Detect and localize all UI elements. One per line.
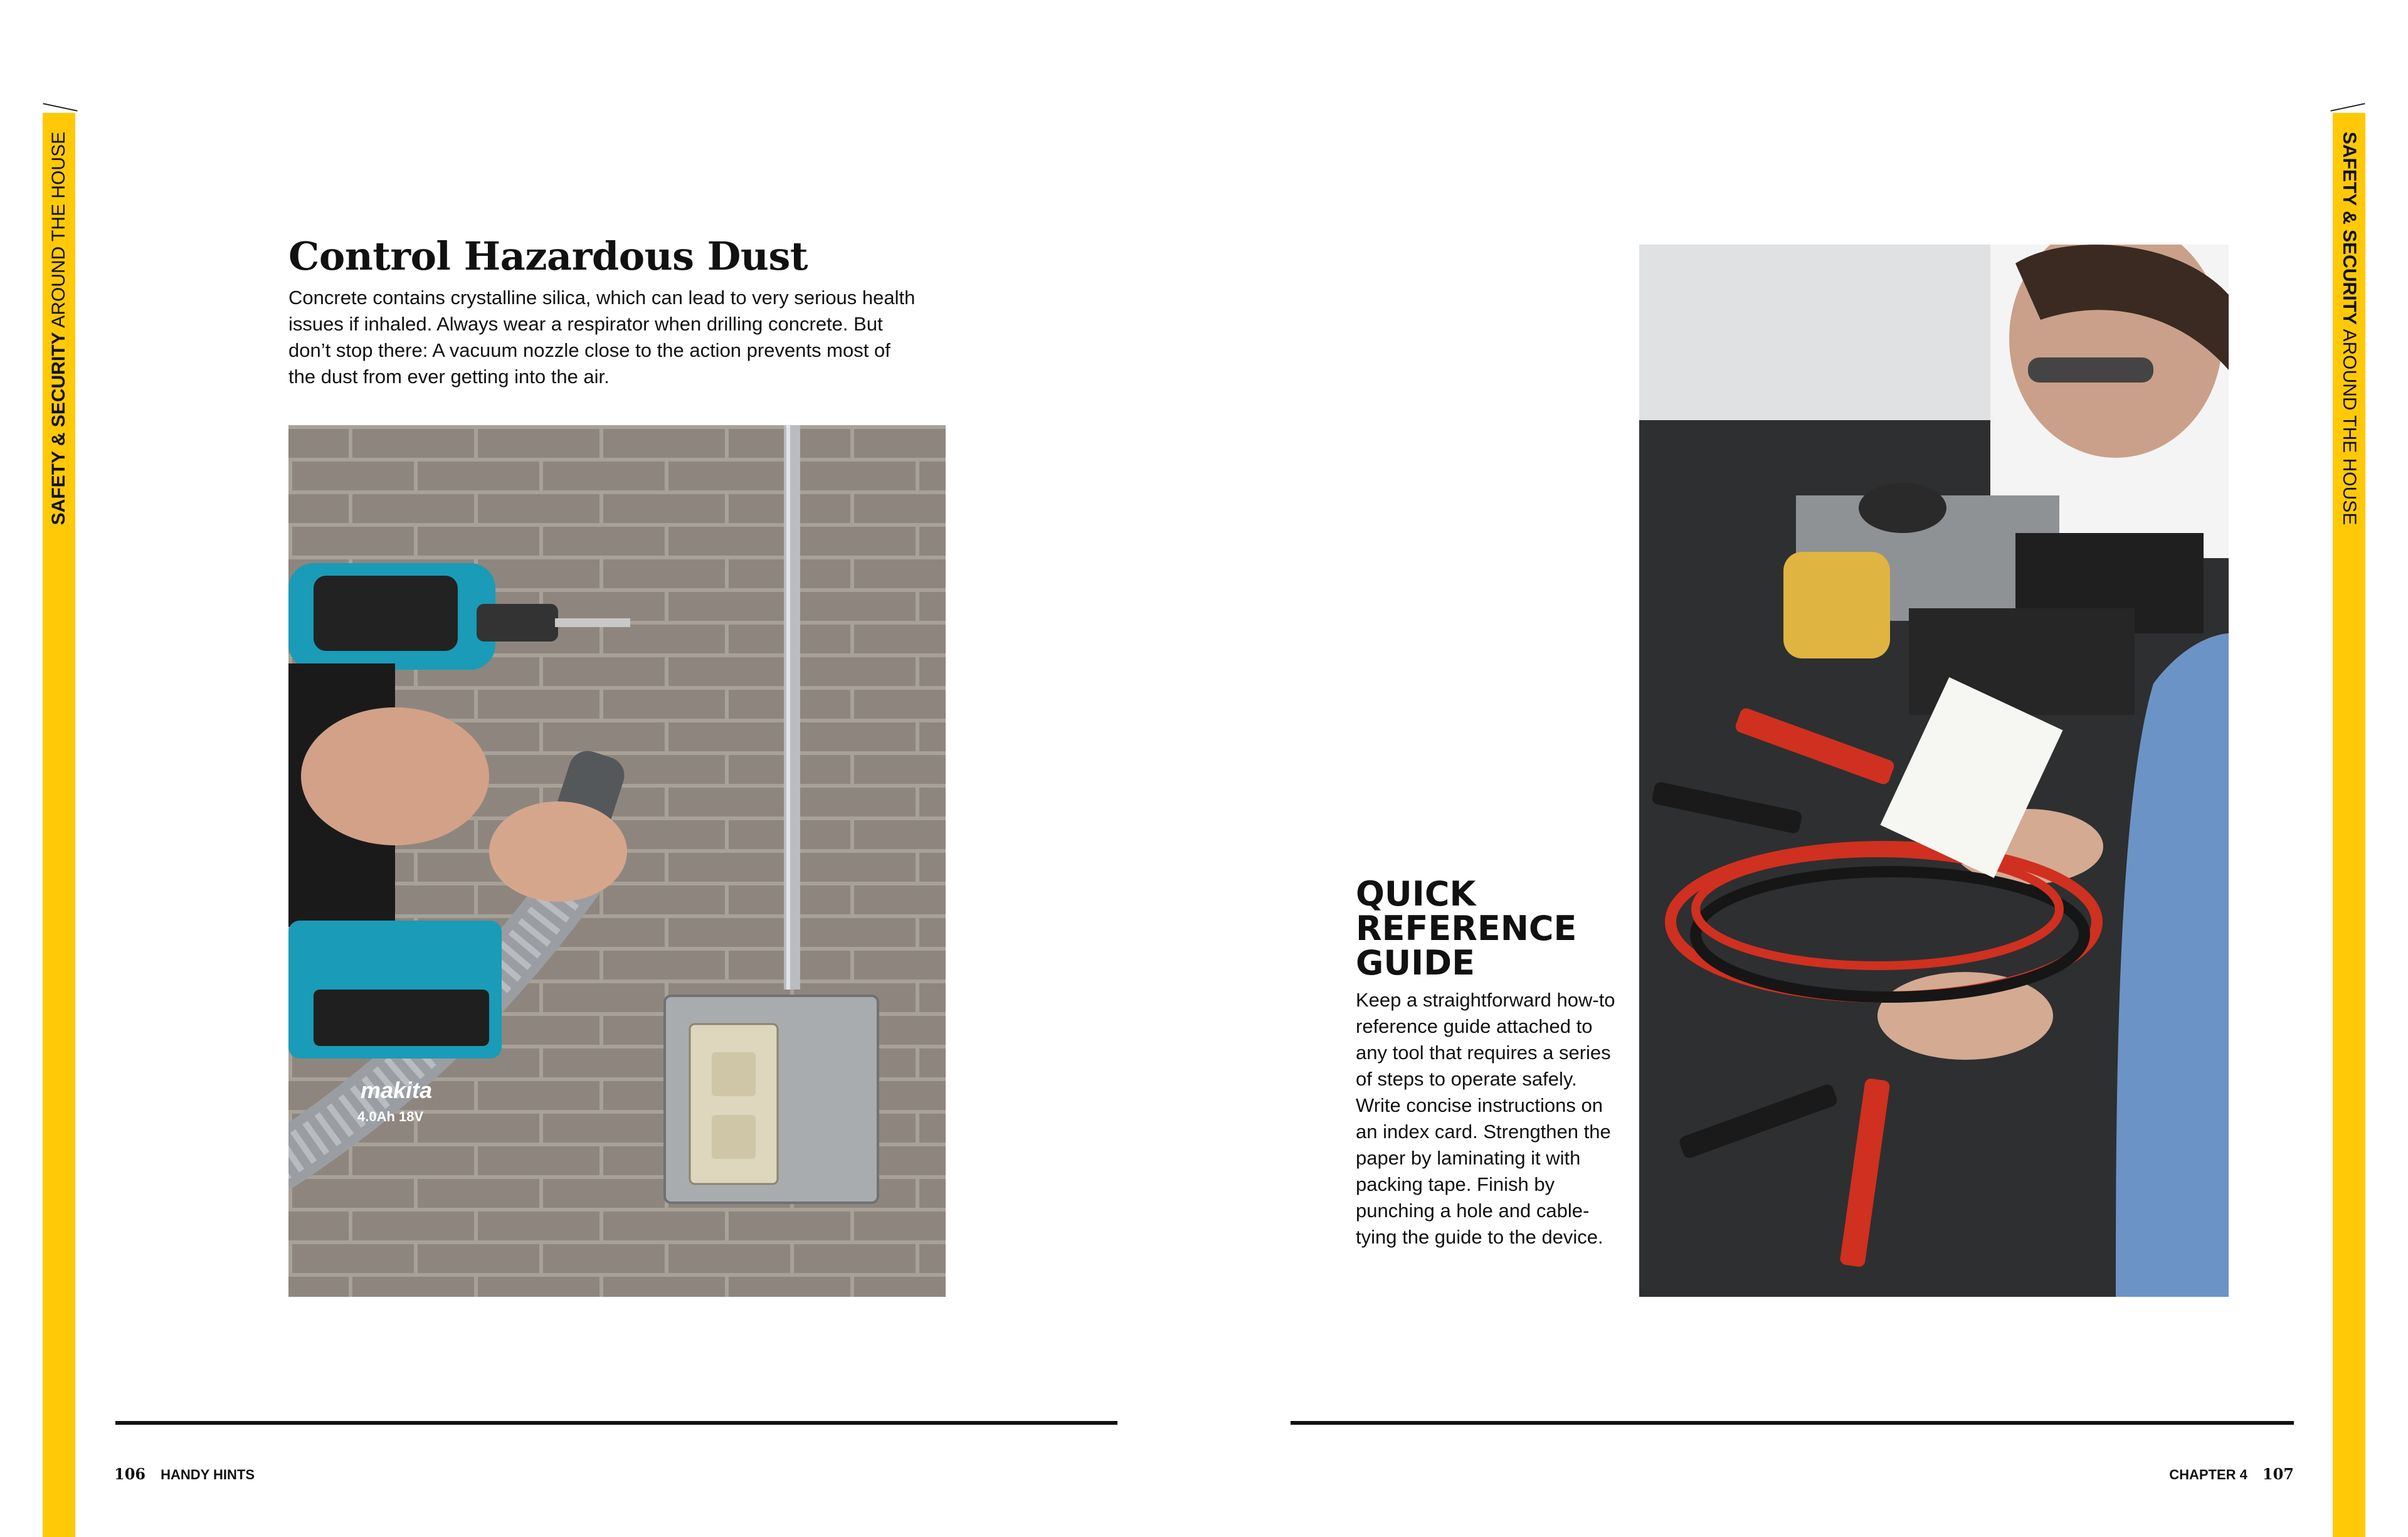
tab-tick-mark <box>43 103 77 112</box>
tab-tick-mark <box>2330 103 2365 112</box>
running-title: HANDY HINTS <box>161 1467 255 1482</box>
section-tab-label-bold: SAFETY & SECURITY <box>48 332 69 526</box>
article-title: Control Hazardous Dust <box>288 233 808 279</box>
right-folio <box>2169 1465 2294 1483</box>
section-tab-label <box>2338 132 2360 525</box>
drill-battery-label: 4.0Ah 18V <box>357 1109 424 1124</box>
jumper-cable-photo <box>1639 245 2229 1297</box>
section-tab-label-regular: AROUND THE HOUSE <box>48 132 69 332</box>
left-section-tab <box>43 113 75 1537</box>
drill-dust-photo <box>288 425 946 1297</box>
section-tab-label <box>48 132 70 525</box>
left-folio <box>114 1465 255 1483</box>
jumper-cable-illustration <box>1639 245 2229 1297</box>
section-tab-label-regular: AROUND THE HOUSE <box>2339 324 2360 526</box>
drill-dust-illustration <box>288 425 946 1297</box>
quick-reference-body: Keep a straightforward how-to reference guide attached to any tool that requires a series of steps to operate safely. Write concise instructions on an index card. Strengthen the paper by laminating it with packing tape. Finish by punching a hole and cable-tying the guide to the device. <box>1356 989 1615 1248</box>
article-intro: Concrete contains crystalline silica, which can lead to very serious health issues if inhaled. Always wear a respirator when drilling concrete. But don’t stop there: A vacuum nozzle close to the action prevents most of the dust from ever getting into the air. <box>288 287 916 388</box>
left-page-number: 106 <box>114 1465 146 1483</box>
quick-reference-heading: QUICK REFERENCE GUIDE <box>1356 874 1577 983</box>
right-page-number: 107 <box>2262 1465 2294 1483</box>
right-section-tab <box>2333 113 2365 1537</box>
drill-brand-label: makita <box>361 1077 433 1103</box>
section-tab-label-bold: SAFETY & SECURITY <box>2339 132 2360 325</box>
chapter-label: CHAPTER 4 <box>2169 1467 2247 1482</box>
left-footer-rule <box>115 1421 1117 1425</box>
right-footer-rule <box>1291 1421 2294 1425</box>
